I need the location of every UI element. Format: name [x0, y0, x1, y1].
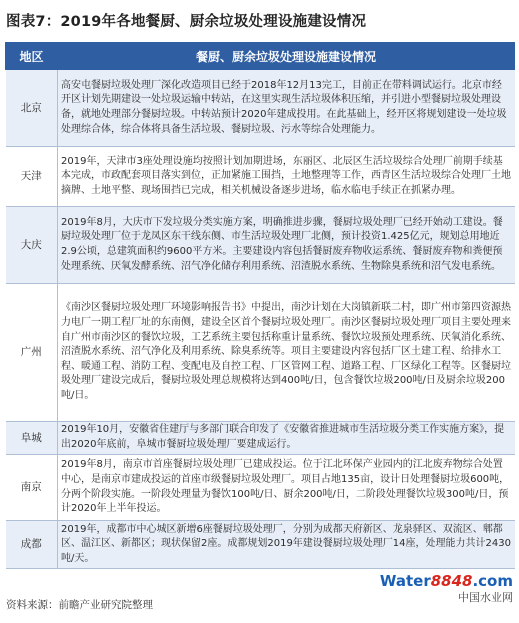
table-row	[6, 284, 515, 422]
watermark-brand	[380, 572, 513, 590]
table-row	[6, 422, 515, 455]
region-cell: 广州	[6, 284, 58, 422]
region-cell: 天津	[6, 147, 58, 207]
content-cell: 高安屯餐厨垃圾处理厂深化改造项目已经于2018年12月13完工，目前正在带料调试运行。北京市经开区计划先期建设一处垃圾运输中转站，在这里实现生活垃圾体积压缩，并引进小型餐厨垃圾处理设备，就地处理部分餐厨垃圾。中转站预计2020年建成投用。在此基础上，经开区将规划建设一处垃圾处理综合体，综合体将具备生活垃圾、餐厨垃圾、污水等综合处理能力。	[58, 70, 515, 147]
table-row	[6, 147, 515, 207]
table-row	[6, 207, 515, 284]
brand-part-c: .com	[472, 572, 513, 590]
table-header-row	[6, 43, 515, 70]
header-region: 地区	[6, 43, 58, 70]
content-cell: 2019年10月，安徽省住建厅与多部门联合印发了《安徽省推进城市生活垃圾分类工作实施方案》，提出2020年底前，阜城市餐厨垃圾处理厂要建成运行。	[58, 422, 515, 455]
region-cell: 南京	[6, 455, 58, 521]
source-note: 资料来源：前瞻产业研究院整理	[6, 599, 153, 611]
content-cell: 《南沙区餐厨垃圾处理厂环境影响报告书》中提出，南沙计划在大岗镇新联二村，即广州市第四资源热力电厂一期工程厂址的东南侧，建设全区首个餐厨垃圾处理厂。南沙区餐厨垃圾处理厂项目主要处理来自广州市南沙区的餐饮垃圾，工艺系统主要包括称重计量系统、餐饮垃圾预处理系统、厌氧消化系统、沼渣脱水系统、沼气净化及利用系统、除臭系统等。项目主要建设内容包括厂区土建工程、给排水工程、暖通工程、消防工程、变配电及自控工程、厂区管网工程、道路工程、厂区绿化工程等。区餐厨垃圾处理厂建设完成后，餐厨垃圾处理总规模将达到400吨/日，包含餐饮垃圾200吨/日及厨余垃圾200吨/日。	[58, 284, 515, 422]
brand-part-a: Water	[379, 572, 431, 590]
region-cell: 北京	[6, 70, 58, 147]
table-row	[6, 521, 515, 569]
region-cell: 大庆	[6, 207, 58, 284]
watermark-tagline: 中国水业网	[458, 591, 513, 604]
content-cell: 2019年8月，大庆市下发垃圾分类实施方案，明确推进步骤，餐厨垃圾处理厂已经开始动工建设。餐厨垃圾处理厂位于龙凤区东干线东侧、市生活垃圾处理厂北侧，预计投资1.425亿元，规划总用地近2.9公顷，总建筑面积约9600平方米。主要建设内容包括餐厨废弃物收运系统、餐厨废弃物和粪便预处理系统、厌氧发酵系统、沼气净化储存利用系统、沼渣脱水系统、生物除臭系统和沼气发电系统。	[58, 207, 515, 284]
content-cell: 2019年8月，南京市首座餐厨垃圾处理厂已建成投运。位于江北环保产业园内的江北废弃物综合处置中心，是南京市建成投运的首座市级餐厨垃圾处理厂。项目占地135亩，设计日处理餐厨垃圾600吨，分两个阶段实施。一阶段处理量为餐饮100吨/日、厨余200吨/日，二阶段处理餐饮垃圾300吨/日，预计2020年上半年投运。	[58, 455, 515, 521]
brand-part-b: 8848	[430, 572, 473, 590]
facilities-table	[5, 42, 515, 569]
content-cell: 2019年，成都市中心城区新增6座餐厨垃圾处理厂，分别为成都天府新区、龙泉驿区、双流区、郫都区、温江区、新都区；现状保留2座。成都规划2019年建设餐厨垃圾处理厂14座，处理能力共计2430吨/天。	[58, 521, 515, 569]
region-cell: 成都	[6, 521, 58, 569]
content-cell: 2019年，天津市3座处理设施均按照计划加期进场，东丽区、北辰区生活垃圾综合处理厂前期手续基本完成，市政配套项目落实到位，正加紧施工围挡，土地整理等工作，西青区生活垃圾综合处理厂土地摘牌、土地平整、现场围挡已完成，相关机械设备逐步进场，临水临电手续正在抓紧办理。	[58, 147, 515, 207]
watermark-logo	[380, 572, 513, 605]
region-cell: 阜城	[6, 422, 58, 455]
header-content: 餐厨、厨余垃圾处理设施建设情况	[58, 43, 515, 70]
table-row	[6, 455, 515, 521]
page-title: 图表7：2019年各地餐厨、厨余垃圾处理设施建设情况	[6, 14, 367, 30]
table-row	[6, 70, 515, 147]
